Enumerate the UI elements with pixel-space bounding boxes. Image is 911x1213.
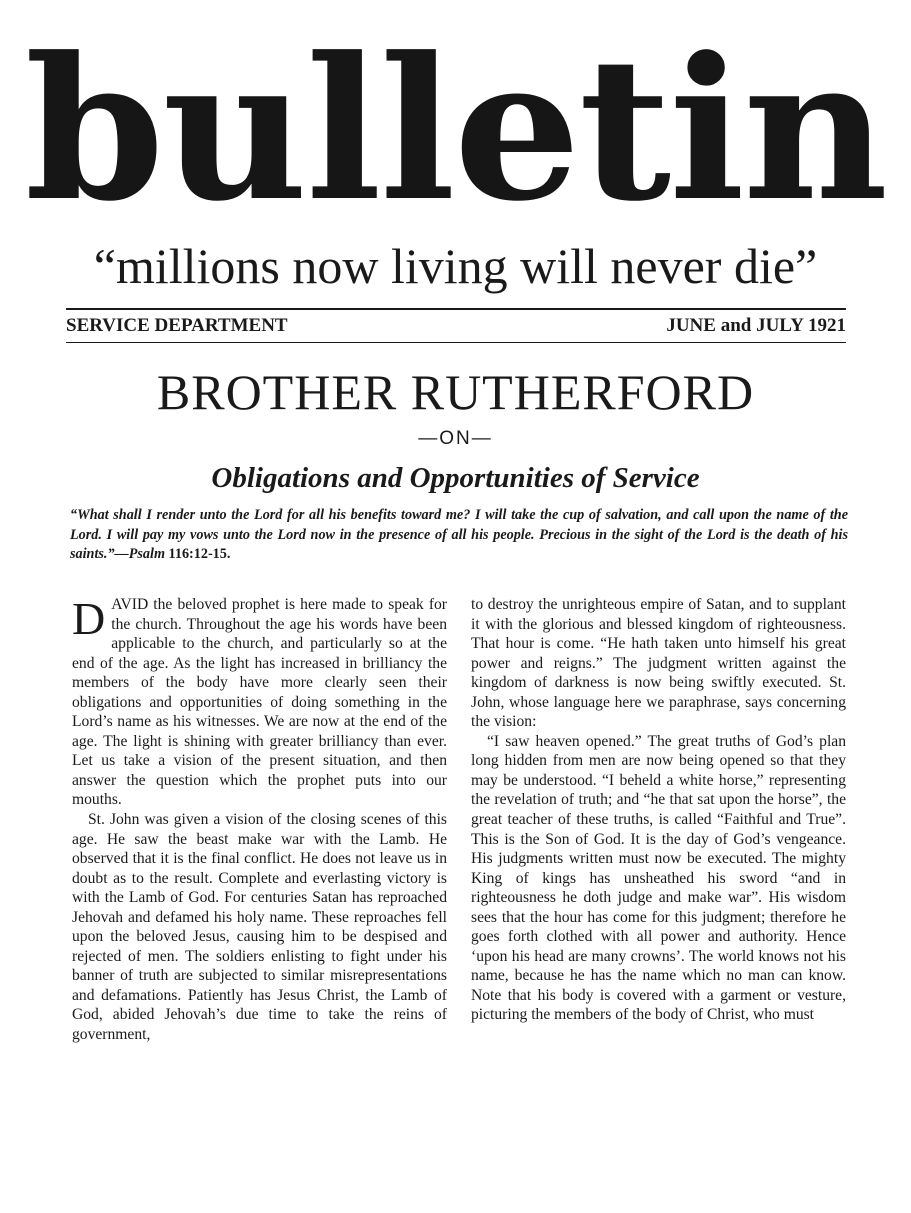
tagline: “millions now living will never die”: [93, 238, 818, 294]
epigraph-reference: 116:12-15.: [168, 546, 231, 562]
department-bar: [66, 312, 846, 340]
subheadline: Obligations and Opportunities of Service: [211, 462, 700, 494]
paragraph: St. John was given a vision of the closing scenes of this age. He saw the beast make war with the Lamb. He observed that it is the final conflict. He does not leave us in doubt as to the result. Complete and everlasting victory is with the Lamb of God. For centuries Satan has reproached Jehovah and defamed his holy name. These reproaches fell upon the beloved Jesus, causing him to be despised and rejected of men. The soldiers enlisting to fight under his banner of truth are subjected to similar misrepresentations and defamations. Patiently has Jesus Christ, the Lamb of God, abided Jehovah’s due time to take the reins of government,: [72, 811, 447, 1044]
department-label: SERVICE DEPARTMENT: [66, 315, 288, 336]
issue-date: JUNE and JULY 1921: [666, 315, 846, 336]
bottom-rule: [66, 342, 846, 343]
article-column-right: [471, 595, 846, 1025]
paragraph: to destroy the unrighteous empire of Satan, and to supplant it with the glorious and blessed kingdom of righteousness. That hour is come. “He hath taken unto himself his great power and reigns.” The judgment written against the kingdom of darkness is now being swiftly executed. St. John, whose language here we paraphrase, says concerning the vision:: [471, 596, 846, 731]
paragraph: “I saw heaven opened.” The great truths of God’s plan long hidden from men are now being opened so that they may be understood. “I beheld a white horse,” representing the revelation of truth; and “he that sat upon the horse”, the great teacher of these truths, is called “Faithful and True”. This is the Son of God. It is the day of God’s vengeance. His judgments written must now be executed. The mighty King of kings has unsheathed his sword “and in righteousness he doth judge and make war”. His wisdom sees that the hour has come for this judgment; therefore he goes forth clothed with all power and authority. Hence ‘upon his head are many crowns’. The world knows not his name, because he has the name which no man can know. Note that his body is covered with a garment or vesture, picturing the members of the body of Christ, who must: [471, 732, 846, 1024]
drop-cap: D: [72, 593, 106, 644]
paragraph: [72, 595, 447, 810]
headline: BROTHER RUTHERFORD: [156, 364, 755, 420]
connector-on: —ON—: [418, 428, 493, 449]
article-column-left: [72, 595, 447, 1045]
top-rule: [66, 308, 846, 310]
masthead-title: bulletin: [24, 15, 887, 245]
epigraph-text: “What shall I render unto the Lord for all his benefits toward me? I will take the cup of salvation, and call upon the name of the Lord. I will pay my vows unto the Lord now in the presence of all his people. Precious in the sight of the Lord is the death of his saints.”—Psalm: [70, 507, 848, 562]
epigraph: [70, 506, 848, 565]
paragraph-text: AVID the beloved prophet is here made to speak for the church. Throughout the age his words have been applicable to the church, and particularly so at the end of the age. As the light has increased in brilliancy the members of the body have more clearly seen their obligations and opportunities of doing something in the Lord’s name as his witnesses. We are now at the end of the age. The light is shining with greater brilliancy than ever. Let us take a vision of the present situation, and then answer the question which the prophet puts into our mouths.: [72, 596, 447, 809]
